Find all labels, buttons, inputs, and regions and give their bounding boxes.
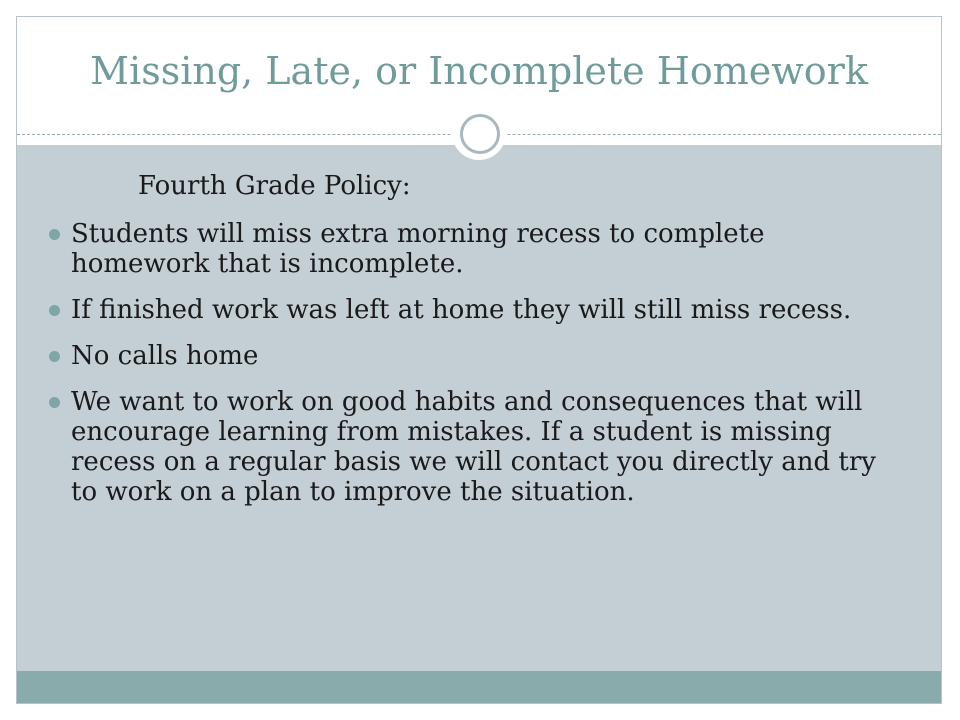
list-item	[49, 341, 909, 371]
list-item	[49, 219, 909, 279]
footer-band	[17, 671, 941, 703]
bullet-text: No calls home	[71, 341, 259, 371]
list-item	[49, 387, 909, 507]
bullet-dot-icon	[49, 397, 60, 408]
policy-heading: Fourth Grade Policy:	[138, 171, 411, 201]
bullet-text: Students will miss extra morning recess to complete homework that is incomplete.	[71, 219, 765, 279]
content-area	[17, 145, 941, 671]
bullet-dot-icon	[49, 229, 60, 240]
ring-icon	[452, 106, 506, 160]
bullet-dot-icon	[49, 305, 60, 316]
bullet-list	[49, 219, 909, 523]
ring-inner	[460, 114, 500, 154]
slide-title: Missing, Late, or Incomplete Homework	[90, 49, 868, 93]
bullet-text: If finished work was left at home they will still miss recess.	[71, 295, 852, 325]
bullet-text: We want to work on good habits and consequences that will encourage learning from mistakes. If a student is missing recess on a regular basis we will contact you directly and try to work on a plan to improve the situation.	[71, 387, 876, 507]
bullet-dot-icon	[49, 351, 60, 362]
slide-frame	[16, 16, 942, 704]
list-item	[49, 295, 909, 325]
